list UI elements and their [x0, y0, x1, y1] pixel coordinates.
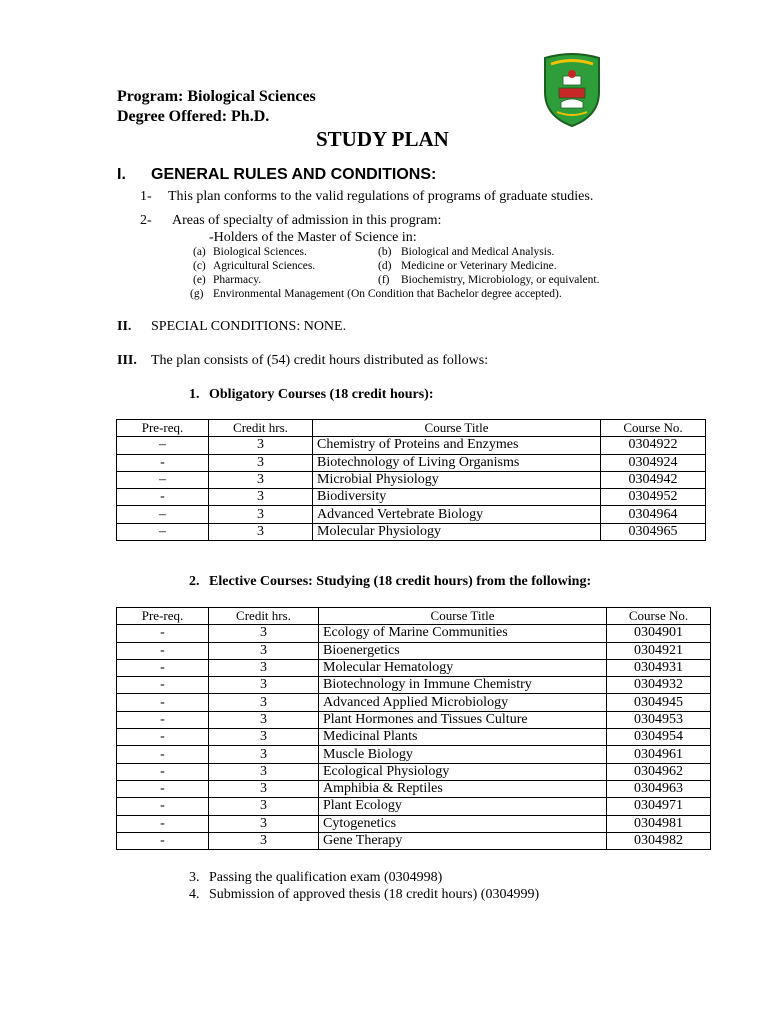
- col-header-number: Course No.: [601, 420, 706, 437]
- specialty-text: Medicine or Veterinary Medicine.: [401, 260, 557, 272]
- obligatory-courses-table: [116, 419, 706, 541]
- specialty-text: Biological Sciences.: [213, 246, 307, 258]
- course-number-cell: 0304924: [601, 454, 706, 471]
- course-number-cell: 0304981: [607, 815, 711, 832]
- table-row: [117, 780, 711, 797]
- table-header-row: [117, 420, 706, 437]
- course-title-cell: Medicinal Plants: [319, 729, 607, 746]
- course-title-cell: Cytogenetics: [319, 815, 607, 832]
- credit-cell: 3: [209, 729, 319, 746]
- course-title-cell: Plant Hormones and Tissues Culture: [319, 711, 607, 728]
- prereq-cell: -: [117, 642, 209, 659]
- course-title-cell: Biotechnology in Immune Chemistry: [319, 677, 607, 694]
- section-3-number: III.: [117, 353, 137, 368]
- section-2-number: II.: [117, 319, 132, 334]
- course-title-cell: Advanced Applied Microbiology: [319, 694, 607, 711]
- program-name: Program: Biological Sciences: [117, 88, 316, 105]
- prereq-cell: -: [117, 729, 209, 746]
- prereq-cell: -: [117, 711, 209, 728]
- course-title-cell: Molecular Physiology: [313, 523, 601, 540]
- specialty-label: (c): [193, 260, 206, 272]
- specialty-label: (g): [190, 288, 204, 300]
- credit-cell: 3: [209, 523, 313, 540]
- table-row: [117, 694, 711, 711]
- col-header-credit: Credit hrs.: [209, 608, 319, 625]
- specialty-text: Agricultural Sciences.: [213, 260, 316, 272]
- table-row: [117, 523, 706, 540]
- special-conditions: SPECIAL CONDITIONS: NONE.: [151, 319, 347, 334]
- credit-cell: 3: [209, 677, 319, 694]
- prereq-cell: -: [117, 659, 209, 676]
- credit-cell: 3: [209, 780, 319, 797]
- course-number-cell: 0304901: [607, 625, 711, 642]
- course-title-cell: Bioenergetics: [319, 642, 607, 659]
- specialty-text: Biochemistry, Microbiology, or equivalent.: [401, 274, 600, 286]
- course-number-cell: 0304942: [601, 471, 706, 488]
- rule-2-number: 2-: [140, 213, 152, 228]
- obligatory-number: 1.: [189, 387, 200, 402]
- table-row: [117, 489, 706, 506]
- col-header-credit: Credit hrs.: [209, 420, 313, 437]
- course-number-cell: 0304931: [607, 659, 711, 676]
- degree-offered: Degree Offered: Ph.D.: [117, 108, 270, 125]
- course-title-cell: Biodiversity: [313, 489, 601, 506]
- table-row: [117, 798, 711, 815]
- table-row: [117, 832, 711, 849]
- credit-cell: 3: [209, 506, 313, 523]
- course-title-cell: Amphibia & Reptiles: [319, 780, 607, 797]
- table-row: [117, 763, 711, 780]
- course-number-cell: 0304921: [607, 642, 711, 659]
- credit-cell: 3: [209, 642, 319, 659]
- course-number-cell: 0304982: [607, 832, 711, 849]
- col-header-number: Course No.: [607, 608, 711, 625]
- course-number-cell: 0304952: [601, 489, 706, 506]
- table-row: [117, 711, 711, 728]
- specialty-label: (e): [193, 274, 206, 286]
- prereq-cell: –: [117, 437, 209, 454]
- col-header-prereq: Pre-req.: [117, 420, 209, 437]
- prereq-cell: –: [117, 523, 209, 540]
- prereq-cell: -: [117, 489, 209, 506]
- prereq-cell: -: [117, 763, 209, 780]
- prereq-cell: -: [117, 625, 209, 642]
- course-title-cell: Muscle Biology: [319, 746, 607, 763]
- section-1-title: GENERAL RULES AND CONDITIONS:: [151, 166, 437, 183]
- section-1-number: I.: [117, 166, 126, 183]
- prereq-cell: –: [117, 471, 209, 488]
- credit-cell: 3: [209, 815, 319, 832]
- credit-cell: 3: [209, 832, 319, 849]
- table-row: [117, 471, 706, 488]
- table-row: [117, 659, 711, 676]
- table-row: [117, 677, 711, 694]
- credit-hours-summary: The plan consists of (54) credit hours distributed as follows:: [151, 353, 489, 368]
- col-header-title: Course Title: [319, 608, 607, 625]
- rule-2-text: Areas of specialty of admission in this program:: [172, 213, 442, 228]
- course-number-cell: 0304963: [607, 780, 711, 797]
- qualification-exam: Passing the qualification exam (0304998): [209, 870, 443, 885]
- course-number-cell: 0304971: [607, 798, 711, 815]
- prereq-cell: -: [117, 677, 209, 694]
- table-row: [117, 729, 711, 746]
- specialty-text: Biological and Medical Analysis.: [401, 246, 555, 258]
- elective-title: Elective Courses: Studying (18 credit hours) from the following:: [209, 574, 592, 589]
- credit-cell: 3: [209, 659, 319, 676]
- elective-courses-table: [116, 607, 711, 850]
- credit-cell: 3: [209, 746, 319, 763]
- table-row: [117, 625, 711, 642]
- course-title-cell: Molecular Hematology: [319, 659, 607, 676]
- course-number-cell: 0304922: [601, 437, 706, 454]
- elective-number: 2.: [189, 574, 200, 589]
- prereq-cell: –: [117, 506, 209, 523]
- prereq-cell: -: [117, 798, 209, 815]
- course-number-cell: 0304962: [607, 763, 711, 780]
- rule-1-number: 1-: [140, 189, 152, 204]
- course-title-cell: Ecology of Marine Communities: [319, 625, 607, 642]
- prereq-cell: -: [117, 832, 209, 849]
- course-number-cell: 0304945: [607, 694, 711, 711]
- table-row: [117, 746, 711, 763]
- course-number-cell: 0304954: [607, 729, 711, 746]
- col-header-title: Course Title: [313, 420, 601, 437]
- prereq-cell: -: [117, 694, 209, 711]
- course-number-cell: 0304965: [601, 523, 706, 540]
- thesis-submission: Submission of approved thesis (18 credit hours) (0304999): [209, 887, 540, 902]
- prereq-cell: -: [117, 780, 209, 797]
- credit-cell: 3: [209, 625, 319, 642]
- specialty-label: (f): [378, 274, 390, 286]
- university-emblem-icon: [541, 52, 603, 128]
- course-title-cell: Gene Therapy: [319, 832, 607, 849]
- prereq-cell: -: [117, 746, 209, 763]
- specialty-text: Environmental Management (On Condition that Bachelor degree accepted).: [213, 288, 562, 300]
- item-3-number: 3.: [189, 870, 200, 885]
- table-row: [117, 642, 711, 659]
- course-title-cell: Biotechnology of Living Organisms: [313, 454, 601, 471]
- holders-line: -Holders of the Master of Science in:: [209, 230, 417, 245]
- credit-cell: 3: [209, 694, 319, 711]
- table-row: [117, 454, 706, 471]
- credit-cell: 3: [209, 489, 313, 506]
- rule-1-text: This plan conforms to the valid regulations of programs of graduate studies.: [168, 189, 594, 204]
- table-row: [117, 815, 711, 832]
- course-title-cell: Microbial Physiology: [313, 471, 601, 488]
- course-number-cell: 0304961: [607, 746, 711, 763]
- course-title-cell: Advanced Vertebrate Biology: [313, 506, 601, 523]
- table-header-row: [117, 608, 711, 625]
- table-row: [117, 506, 706, 523]
- page-title: STUDY PLAN: [316, 127, 449, 151]
- course-number-cell: 0304953: [607, 711, 711, 728]
- table-row: [117, 437, 706, 454]
- course-title-cell: Chemistry of Proteins and Enzymes: [313, 437, 601, 454]
- credit-cell: 3: [209, 763, 319, 780]
- course-number-cell: 0304932: [607, 677, 711, 694]
- course-title-cell: Plant Ecology: [319, 798, 607, 815]
- specialty-label: (d): [378, 260, 392, 272]
- credit-cell: 3: [209, 798, 319, 815]
- course-title-cell: Ecological Physiology: [319, 763, 607, 780]
- specialty-label: (b): [378, 246, 392, 258]
- col-header-prereq: Pre-req.: [117, 608, 209, 625]
- obligatory-title: Obligatory Courses (18 credit hours):: [209, 387, 434, 402]
- credit-cell: 3: [209, 437, 313, 454]
- credit-cell: 3: [209, 471, 313, 488]
- course-number-cell: 0304964: [601, 506, 706, 523]
- item-4-number: 4.: [189, 887, 200, 902]
- credit-cell: 3: [209, 454, 313, 471]
- credit-cell: 3: [209, 711, 319, 728]
- specialty-text: Pharmacy.: [213, 274, 262, 286]
- prereq-cell: -: [117, 454, 209, 471]
- prereq-cell: -: [117, 815, 209, 832]
- specialty-label: (a): [193, 246, 206, 258]
